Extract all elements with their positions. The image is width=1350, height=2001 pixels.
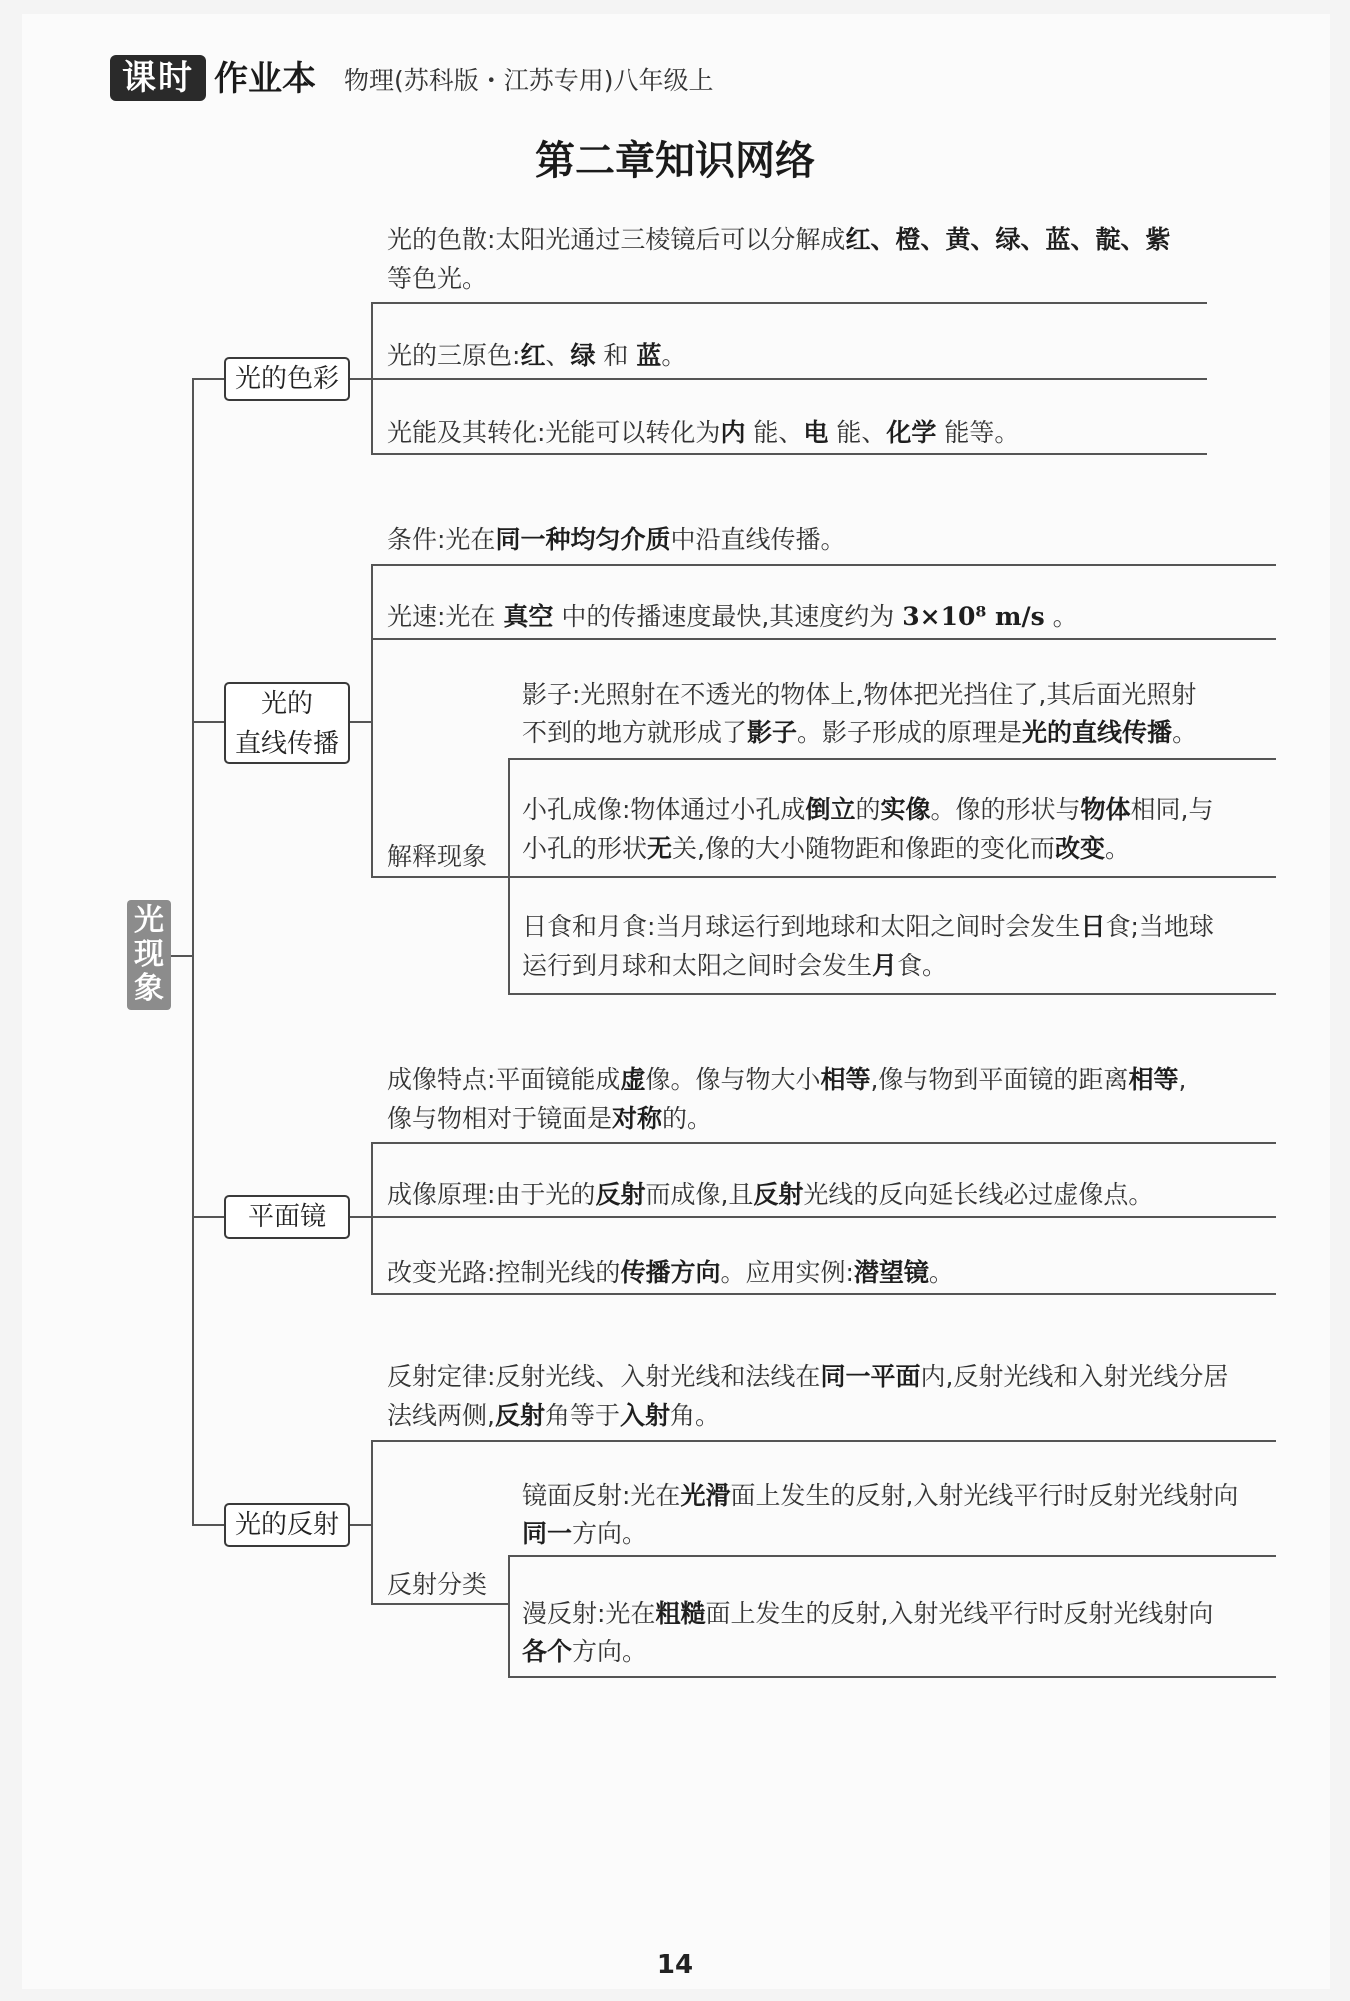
bracket-straight <box>371 564 373 876</box>
answer-inverted: 倒立 <box>805 795 856 824</box>
text-path-a: 改变光路:控制光线的 <box>387 1258 621 1287</box>
answer-energy-electric: 电 <box>803 418 829 447</box>
text-shadow-b: 。影子形成的原理是 <box>797 718 1023 747</box>
answer-equal-distance: 相等 <box>1128 1065 1179 1094</box>
main-trunk <box>192 378 194 1524</box>
text-pinhole-line1 <box>522 791 1213 829</box>
text-feat-f: 的。 <box>662 1104 713 1133</box>
connector-reflect <box>350 1524 372 1526</box>
text-eclipse-b: 食;当地球 <box>1105 912 1214 941</box>
text-condition <box>387 521 845 559</box>
answer-rough: 粗糙 <box>655 1599 706 1628</box>
text-speed-mid: 中的传播速度最快,其速度约为 <box>553 602 903 631</box>
rule-color-2 <box>371 378 1207 380</box>
text-diff-a: 漫反射:光在 <box>522 1599 656 1628</box>
answer-incidence-angle: 入射 <box>619 1401 670 1430</box>
answer-uniform-medium: 同一种均匀介质 <box>495 525 671 554</box>
answer-reflection-angle: 反射 <box>494 1401 545 1430</box>
rule-classify-2 <box>508 1676 1276 1678</box>
node-light-color-label: 光的色彩 <box>234 364 339 394</box>
text-change-path <box>387 1254 954 1292</box>
rule-straight-1 <box>371 564 1276 566</box>
connector-color <box>350 378 372 380</box>
text-shadow-c: 。 <box>1172 718 1198 747</box>
text-pinhole-e: 小孔的形状 <box>522 834 648 863</box>
root-node <box>127 900 171 1010</box>
answer-energy-internal: 内 <box>720 418 746 447</box>
answer-change: 改变 <box>1054 834 1105 863</box>
rule-reflect-1 <box>371 1440 1276 1442</box>
node-light-color <box>224 357 350 401</box>
text-speed-end: 。 <box>1044 602 1078 631</box>
text-pinhole-c: 。像的形状与 <box>930 795 1081 824</box>
text-eclipse-c: 运行到月球和太阳之间时会发生 <box>522 951 873 980</box>
subject-header: 物理(苏科版・江苏专用)八年级上 <box>344 66 714 95</box>
answer-same-direction: 同一 <box>522 1519 573 1548</box>
answer-equal-size: 相等 <box>820 1065 871 1094</box>
label-reflection-classification: 反射分类 <box>387 1570 488 1599</box>
answer-reflection-1: 反射 <box>595 1180 646 1209</box>
text-energy-d: 能等。 <box>936 418 1020 447</box>
answer-periscope: 潜望镜 <box>853 1258 929 1287</box>
text-dispersion-prefix: 光的色散:太阳光通过三棱镜后可以分解成 <box>387 225 846 254</box>
answer-dispersion-colors: 红、橙、黄、绿、蓝、靛、紫 <box>845 225 1171 254</box>
text-light-speed <box>387 598 1078 636</box>
text-energy-c: 能、 <box>828 418 887 447</box>
text-condition-suffix: 中沿直线传播。 <box>670 525 846 554</box>
bracket-reflect <box>371 1440 373 1604</box>
bracket-classify <box>508 1555 510 1677</box>
text-feat-c: ,像与物到平面镜的距离 <box>870 1065 1129 1094</box>
branch-connector-color <box>192 378 224 380</box>
text-feat-d: , <box>1178 1065 1187 1094</box>
text-law-c: 法线两侧, <box>387 1401 495 1430</box>
answer-symmetric: 对称 <box>612 1104 663 1133</box>
answer-real-image: 实像 <box>880 795 931 824</box>
rule-explain-bottom <box>371 876 509 878</box>
answer-speed-value: 3×10⁸ m/s <box>902 602 1045 631</box>
rule-straight-2 <box>371 638 1276 640</box>
text-mirror-principle <box>387 1176 1153 1214</box>
text-dispersion-suffix: 等色光。 <box>387 264 488 293</box>
node-reflection <box>224 1503 350 1547</box>
answer-smooth: 光滑 <box>680 1481 731 1510</box>
text-pinhole-d: 相同,与 <box>1130 795 1214 824</box>
text-mirror-feature-line1 <box>387 1061 1186 1099</box>
root-label: 光现象 <box>134 903 164 1006</box>
answer-virtual: 虚 <box>620 1065 646 1094</box>
connector-straight <box>350 721 372 723</box>
answer-reflection-2: 反射 <box>753 1180 804 1209</box>
text-eclipse-line2 <box>522 947 947 985</box>
text-shadow-line2 <box>522 714 1197 752</box>
text-pinhole-g: 。 <box>1105 834 1131 863</box>
text-feat-a: 成像特点:平面镜能成 <box>387 1065 621 1094</box>
text-spec-b: 面上发生的反射,入射光线平行时反射光线射向 <box>730 1481 1239 1510</box>
rule-color-3 <box>371 453 1207 455</box>
text-path-c: 。 <box>928 1258 954 1287</box>
text-law-line2 <box>387 1397 720 1435</box>
answer-primary-red: 红 <box>520 341 546 370</box>
text-shadow-line1: 影子:光照射在不透光的物体上,物体把光挡住了,其后面光照射 <box>522 680 1197 709</box>
text-feat-e: 像与物相对于镜面是 <box>387 1104 613 1133</box>
text-light-energy <box>387 414 1019 452</box>
text-prin-b: 而成像,且 <box>645 1180 754 1209</box>
branch-connector-straight <box>192 721 224 723</box>
text-feat-b: 像。像与物大小 <box>645 1065 821 1094</box>
text-law-d: 角等于 <box>544 1401 620 1430</box>
branch-connector-reflect <box>192 1524 224 1526</box>
answer-vacuum: 真空 <box>503 602 554 631</box>
root-connector <box>171 955 193 957</box>
text-specular-line2 <box>522 1515 647 1553</box>
answer-lunar: 月 <box>872 951 898 980</box>
text-dispersion-line2 <box>387 260 487 298</box>
node-plane-mirror-label: 平面镜 <box>247 1202 326 1232</box>
text-prin-a: 成像原理:由于光的 <box>387 1180 596 1209</box>
text-primary-prefix: 光的三原色: <box>387 341 521 370</box>
answer-shadow: 影子 <box>747 718 798 747</box>
text-pinhole-a: 小孔成像:物体通过小孔成 <box>522 795 806 824</box>
text-condition-prefix: 条件:光在 <box>387 525 496 554</box>
text-primary-sep: 、 <box>545 341 571 370</box>
text-law-b: 内,反射光线和入射光线分居 <box>920 1362 1229 1391</box>
text-spec-a: 镜面反射:光在 <box>522 1481 681 1510</box>
text-eclipse-d: 食。 <box>897 951 948 980</box>
node-reflection-label: 光的反射 <box>234 1510 339 1540</box>
text-specular-line1 <box>522 1477 1238 1515</box>
rule-classify-1 <box>508 1555 1276 1557</box>
answer-energy-chemical: 化学 <box>886 418 937 447</box>
node-straight-label-1: 光的 <box>260 689 313 719</box>
text-shadow-a: 不到的地方就形成了 <box>522 718 748 747</box>
book-logo: 课时 <box>110 55 206 101</box>
rule-explain-3 <box>508 993 1276 995</box>
answer-same-plane: 同一平面 <box>820 1362 921 1391</box>
rule-mirror-1 <box>371 1142 1276 1144</box>
answer-primary-green: 绿 <box>570 341 596 370</box>
rule-mirror-3 <box>371 1293 1276 1295</box>
text-pinhole-b: 的 <box>855 795 881 824</box>
rule-color-1 <box>371 302 1207 304</box>
text-prin-c: 光线的反向延长线必过虚像点。 <box>803 1180 1154 1209</box>
text-diffuse-line2 <box>522 1633 647 1671</box>
rule-mirror-2 <box>371 1216 1276 1218</box>
text-mirror-feature-line2 <box>387 1100 712 1138</box>
text-pinhole-f: 关,像的大小随物距和像距的变化而 <box>672 834 1055 863</box>
bracket-mirror <box>371 1142 373 1294</box>
text-speed-prefix: 光速:光在 <box>387 602 504 631</box>
label-explain-phenomena: 解释现象 <box>387 842 488 871</box>
page-number: 14 <box>656 1950 694 1980</box>
text-eclipse-line1 <box>522 908 1214 946</box>
text-primary-colors <box>387 337 686 375</box>
text-diff-c: 方向。 <box>572 1637 648 1666</box>
text-energy-b: 能、 <box>745 418 804 447</box>
text-energy-prefix: 光能及其转化:光能可以转化为 <box>387 418 721 447</box>
branch-connector-mirror <box>192 1216 224 1218</box>
answer-direction: 传播方向 <box>620 1258 721 1287</box>
node-straight-label-2: 直线传播 <box>234 729 339 759</box>
node-plane-mirror <box>224 1195 350 1239</box>
answer-primary-blue: 蓝 <box>636 341 662 370</box>
page-sheet <box>22 14 1330 1989</box>
book-logo-subtitle: 作业本 <box>214 59 316 99</box>
text-law-line1 <box>387 1358 1228 1396</box>
node-straight-propagation <box>224 682 350 764</box>
text-dispersion-line1 <box>387 221 1170 259</box>
text-diffuse-line1 <box>522 1595 1213 1633</box>
answer-no-relation: 无 <box>647 834 673 863</box>
rule-explain-1 <box>508 758 1276 760</box>
connector-mirror <box>350 1216 372 1218</box>
text-primary-end: 。 <box>661 341 687 370</box>
text-law-e: 角。 <box>670 1401 721 1430</box>
text-path-b: 。应用实例: <box>720 1258 854 1287</box>
answer-object: 物体 <box>1080 795 1131 824</box>
text-primary-and: 和 <box>595 341 637 370</box>
answer-all-directions: 各个 <box>522 1637 573 1666</box>
text-diff-b: 面上发生的反射,入射光线平行时反射光线射向 <box>705 1599 1214 1628</box>
answer-solar: 日 <box>1080 912 1106 941</box>
rule-explain-2 <box>508 876 1276 878</box>
answer-straight-propagation: 光的直线传播 <box>1022 718 1173 747</box>
text-pinhole-line2 <box>522 830 1130 868</box>
text-spec-c: 方向。 <box>572 1519 648 1548</box>
text-eclipse-a: 日食和月食:当月球运行到地球和太阳之间时会发生 <box>522 912 1081 941</box>
text-law-a: 反射定律:反射光线、入射光线和法线在 <box>387 1362 821 1391</box>
page-title: 第二章知识网络 <box>535 137 815 184</box>
